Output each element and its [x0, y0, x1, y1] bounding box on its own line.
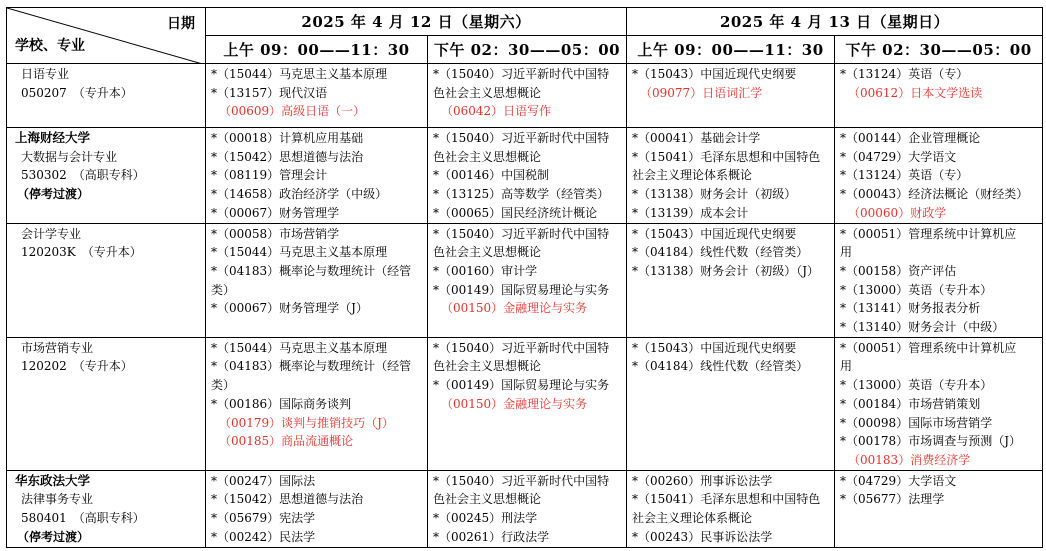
course-line: *（13000）英语（专升本） [840, 282, 993, 297]
course-line: *（15044）马克思主义基本原理 [211, 340, 388, 355]
exam-cell-d2am [627, 128, 835, 224]
school-axis-label: 学校、专业 [15, 38, 85, 54]
exam-cell-d2pm [835, 64, 1043, 128]
exam-cell-d1pm [428, 128, 627, 224]
course-line: *（13141）财务报表分析 [840, 301, 981, 316]
course-line: *（04729）大学语文 [840, 149, 957, 164]
course-line: *（00245）刑法学 [433, 511, 538, 526]
course-line: 用 [840, 245, 853, 260]
exam-cell-d2am [627, 223, 835, 337]
schedule-row [7, 128, 1043, 224]
elective-course-line: （00609）高级日语（一） [219, 104, 366, 119]
course-line: *（13124）英语（专） [840, 168, 969, 183]
course-line: *（00247）国际法 [211, 473, 316, 488]
course-line: 色社会主义思想概论 [433, 149, 542, 164]
day1-pm-header: 下午 02：30——05：00 [428, 36, 627, 64]
course-line: *（00149）国际贸易理论与实务 [433, 378, 610, 393]
major-code: 120202 （专升本） [21, 359, 133, 374]
course-line: *（00242）民法学 [211, 529, 316, 544]
course-line: *（00144）企业管理概论 [840, 131, 981, 145]
course-line: *（15042）思想道德与法治 [211, 149, 364, 164]
school-major-cell [7, 128, 206, 224]
course-line: *（13138）财务会计（初级） [632, 187, 797, 202]
course-line: 色社会主义思想概论 [433, 245, 542, 260]
course-line: *（00186）国际商务谈判 [211, 396, 352, 411]
schedule-row [7, 223, 1043, 337]
course-line: 色社会主义思想概论 [433, 359, 542, 374]
exam-cell-d1pm [428, 64, 627, 128]
course-line: *（00178）市场调查与预测（J） [840, 434, 1022, 449]
major-code: 120203K （专升本） [21, 245, 142, 260]
course-line: *（13124）英语（专） [840, 67, 969, 81]
course-line: *（15043）中国近现代史纲要 [632, 226, 797, 241]
exam-cell-d1pm [428, 223, 627, 337]
course-line: *（15044）马克思主义基本原理 [211, 67, 388, 81]
course-line: 色社会主义思想概论 [433, 85, 542, 100]
date-axis-label: 日期 [167, 16, 195, 32]
exam-cell-d1am [206, 64, 428, 128]
course-line: *（04183）概率论与数理统计（经管 [211, 359, 412, 374]
course-line: *（04729）大学语文 [840, 473, 957, 488]
course-line: *（13000）英语（专升本） [840, 378, 993, 393]
major-code: 580401 （高职专科） [21, 511, 145, 526]
elective-course-line: （00060）财政学 [848, 205, 947, 220]
university-name: 华东政法大学 [15, 472, 91, 488]
elective-course-line: （06042）日语写作 [441, 104, 552, 119]
schedule-row [7, 64, 1043, 128]
status-note: （停考过渡） [17, 187, 90, 202]
day2-pm-header: 下午 02：30——05：00 [835, 36, 1043, 64]
schedule-row [7, 470, 1043, 547]
course-line: *（15044）马克思主义基本原理 [211, 245, 388, 260]
course-line: 类） [211, 378, 236, 393]
course-line: 类） [211, 282, 236, 297]
university-name: 上海财经大学 [15, 130, 91, 145]
major-name: 会计学专业 [21, 226, 82, 241]
course-line: *（13157）现代汉语 [211, 85, 328, 100]
day2-header: 2025 年 4 月 13 日（星期日） [627, 8, 1043, 36]
course-line: *（00098）国际市场营销学 [840, 415, 993, 430]
elective-course-line: （00183）消费经济学 [848, 452, 971, 467]
course-line: *（00160）审计学 [433, 263, 538, 278]
day2-am-header: 上午 09：00——11：30 [627, 36, 835, 64]
elective-course-line: （00150）金融理论与实务 [441, 301, 588, 316]
course-line: *（15040）习近平新时代中国特 [433, 340, 610, 355]
course-line: *（15041）毛泽东思想和中国特色 [632, 492, 821, 507]
course-line: *（15041）毛泽东思想和中国特色 [632, 149, 821, 164]
course-line: *（15040）习近平新时代中国特 [433, 131, 610, 145]
course-line: *（13138）财务会计（初级）（J） [632, 263, 820, 278]
school-major-cell [7, 223, 206, 337]
corner-header-cell [7, 8, 206, 64]
major-code: 530302 （高职专科） [21, 168, 145, 183]
exam-schedule-page [6, 7, 1042, 548]
course-line: *（15043）中国近现代史纲要 [632, 67, 797, 81]
course-line: *（00158）资产评估 [840, 263, 957, 278]
course-line: *（00065）国民经济统计概论 [433, 205, 598, 220]
exam-cell-d1pm [428, 337, 627, 470]
course-line: *（00146）中国税制 [433, 168, 550, 183]
exam-cell-d2pm [835, 223, 1043, 337]
exam-cell-d2pm [835, 470, 1043, 547]
exam-cell-d1am [206, 470, 428, 547]
course-line: *（15043）中国近现代史纲要 [632, 340, 797, 355]
course-line: *（00067）财务管理学（J） [211, 301, 368, 316]
course-line: *（00067）财务管理学 [211, 205, 340, 220]
school-major-cell [7, 337, 206, 470]
course-line: *（08119）管理会计 [211, 168, 328, 183]
course-line: *（00149）国际贸易理论与实务 [433, 282, 610, 297]
exam-cell-d1am [206, 128, 428, 224]
course-line: *（00043）经济法概论（财经类） [840, 187, 1029, 202]
elective-course-line: （00150）金融理论与实务 [441, 396, 588, 411]
schedule-body [7, 64, 1043, 548]
elective-course-line: （00179）谈判与推销技巧（J） [219, 415, 394, 430]
course-line: 社会主义理论体系概论 [632, 511, 753, 526]
exam-cell-d2am [627, 337, 835, 470]
course-line: *（14658）政治经济学（中级） [211, 187, 388, 202]
header-row-dates [7, 8, 1043, 36]
elective-course-line: （00612）日本文学选读 [848, 85, 983, 100]
course-line: *（00243）民事诉讼法学 [632, 529, 773, 544]
day1-header: 2025 年 4 月 12 日（星期六） [206, 8, 627, 36]
exam-schedule-table [6, 7, 1043, 548]
course-line: *（00261）行政法学 [433, 529, 550, 544]
exam-cell-d1pm [428, 470, 627, 547]
exam-cell-d2am [627, 64, 835, 128]
exam-cell-d1am [206, 223, 428, 337]
course-line: *（13139）成本会计 [632, 205, 749, 220]
status-note: （停考过渡） [17, 529, 90, 544]
course-line: *（13125）高等数学（经管类） [433, 187, 610, 202]
course-line: *（00058）市场营销学 [211, 226, 340, 241]
course-line: *（15042）思想道德与法治 [211, 492, 364, 507]
course-line: *（05679）宪法学 [211, 511, 316, 526]
course-line: *（15040）习近平新时代中国特 [433, 226, 610, 241]
course-line: *（00260）刑事诉讼法学 [632, 473, 773, 488]
course-line: *（05677）法理学 [840, 492, 945, 507]
major-code: 050207 （专升本） [21, 85, 133, 100]
course-line: *（04184）线性代数（经管类） [632, 245, 809, 260]
exam-cell-d2pm [835, 128, 1043, 224]
course-line: *（00041）基础会计学 [632, 131, 761, 145]
major-name: 大数据与会计专业 [21, 149, 118, 164]
course-line: *（00051）管理系统中计算机应 [840, 226, 1017, 241]
course-line: *（00184）市场营销策划 [840, 396, 981, 411]
exam-cell-d1am [206, 337, 428, 470]
course-line: *（15040）习近平新时代中国特 [433, 67, 610, 81]
elective-course-line: （09077）日语词汇学 [640, 85, 763, 100]
major-name: 市场营销专业 [21, 340, 94, 355]
course-line: 用 [840, 359, 853, 374]
day1-am-header: 上午 09：00——11：30 [206, 36, 428, 64]
exam-cell-d2pm [835, 337, 1043, 470]
major-name: 日语专业 [21, 67, 70, 81]
course-line: *（13140）财务会计（中级） [840, 320, 1005, 335]
course-line: *（15040）习近平新时代中国特 [433, 473, 610, 488]
course-line: *（00051）管理系统中计算机应 [840, 340, 1017, 355]
elective-course-line: （00185）商品流通概论 [219, 434, 354, 449]
school-major-cell [7, 470, 206, 547]
course-line: *（00018）计算机应用基础 [211, 131, 364, 145]
major-name: 法律事务专业 [21, 492, 94, 507]
schedule-row [7, 337, 1043, 470]
course-line: 社会主义理论体系概论 [632, 168, 753, 183]
course-line: 色社会主义思想概论 [433, 492, 542, 507]
course-line: *（04183）概率论与数理统计（经管 [211, 263, 412, 278]
exam-cell-d2am [627, 470, 835, 547]
school-major-cell [7, 64, 206, 128]
course-line: *（04184）线性代数（经管类） [632, 359, 809, 374]
